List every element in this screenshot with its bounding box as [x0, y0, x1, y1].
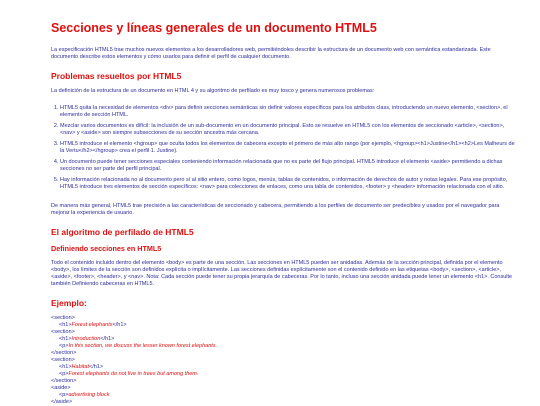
code-line: <section> [51, 357, 75, 363]
code-example [51, 315, 518, 406]
code-line: <h1>Habitat</h1> [59, 364, 104, 370]
code-line: <h1>Introduction</h1> [59, 336, 115, 342]
code-line: </aside> [51, 399, 73, 405]
code-line: <aside> [51, 385, 71, 391]
code-line: </section> [51, 378, 77, 384]
problems-conclusion: De manera más general, HTML5 trae precisión a las características de seccionado y cabecera, permitiendo a los perfiles de documento ser predecibles y usados por el navegador para mejorar la experiencia de usuario. [51, 203, 500, 216]
code-line: <p>In this section, we discuss the lesser known forest elephants. [59, 343, 218, 349]
code-line: </section> [51, 350, 77, 356]
algorithm-text: Todo el contenido incluido dentro del elemento <body> es parte de una sección. Las secciones en HTML5 pueden ser anidadas. Además de la sección principal, definida por el elemento <body>, los límites de la sección son definidos explícita o implícitamente. Las secciones definidas explícitamente son el contenido definido en las etiquetas <body>, <section>, <article>, <aside>, <footer>, <header>, y <nav>. Nota: Cada sección puede tener su propia jerarquía de cabeceras. Por lo tanto, incluso una sección anidada puede tener un elemento <h1>. Consulte también Definiendo cabeceras en HTML5. [51, 260, 513, 287]
list-item: 3. HTML5 introduce el elemento <hgroup> que oculta todos los elementos de cabecera excepto el primero de más alto rango (por ejemplo, <hgroup><h1>Justine</h1><h2>Les Malheurs de la Vertu</h2></hgroup> crea el perfil 1. Justine). [60, 141, 518, 155]
page-title: Secciones y líneas generales de un documento HTML5 [51, 21, 377, 35]
problems-list [51, 105, 518, 191]
algorithm-subheading: Definiendo secciones en HTML5 [51, 244, 162, 253]
list-item: 4. Un documento puede tener secciones especiales conteniendo información relacionada que no es parte del flujo principal. HTML5 introduce el elemento <aside> permitiendo a dichas secciones no ser parte del perfil principal. [60, 159, 518, 173]
code-line: <h1>Forest elephants</h1> [59, 322, 127, 328]
code-line: <section> [51, 315, 75, 321]
code-line: <section> [51, 329, 75, 335]
code-line: <p>advertising block [59, 392, 110, 398]
list-item: 1. HTML5 quita la necesidad de elementos <div> para definir secciones semánticas sin definir valores específicos para los atributos class, introduciendo un nuevo elemento, <section>, el elemento de sección HTML. [60, 105, 518, 119]
problems-intro: La definición de la estructura de un documento en HTML 4 y su algoritmo de perfilado es muy tosco y genera numerosos problemas: [51, 88, 375, 94]
problems-heading: Problemas resueltos por HTML5 [51, 71, 182, 81]
example-heading: Ejemplo: [51, 298, 87, 308]
algorithm-heading: El algoritmo de perfilado de HTML5 [51, 227, 194, 237]
list-item: 5. Hay información relacionada no al documento pero sí al sitio entero, como logos, menús, tablas de contenidos, o información de derechos de autor y notas legales. Para ese propósito, HTML5 introduce tres elementos de sección específicos: <nav> para colecciones de enlaces, como una tabla de contenidos, <footer> y <header> información relacionada con el sitio. [60, 177, 518, 191]
list-item: 2. Mezclar varios documentos es difícil: la inclusión de un sub-documento en un documento principal. Esto se resuelve en HTML5 con los elementos de seccionado <article>, <section>, <nav> y <aside> son siempre subsecciones de su sección ancestra más cercana. [60, 123, 518, 137]
code-line: <p>Forest elephants do not live in trees but among them. [59, 371, 199, 377]
intro-paragraph: La especificación HTML5 trae muchos nuevos elementos a los desarrolladores web, permitiéndoles describir la estructura de un documento web con semántica estandarizada. Este documento describe estos elementos y cómo usarlos para definir el perfil de cualquier documento. [51, 47, 491, 60]
